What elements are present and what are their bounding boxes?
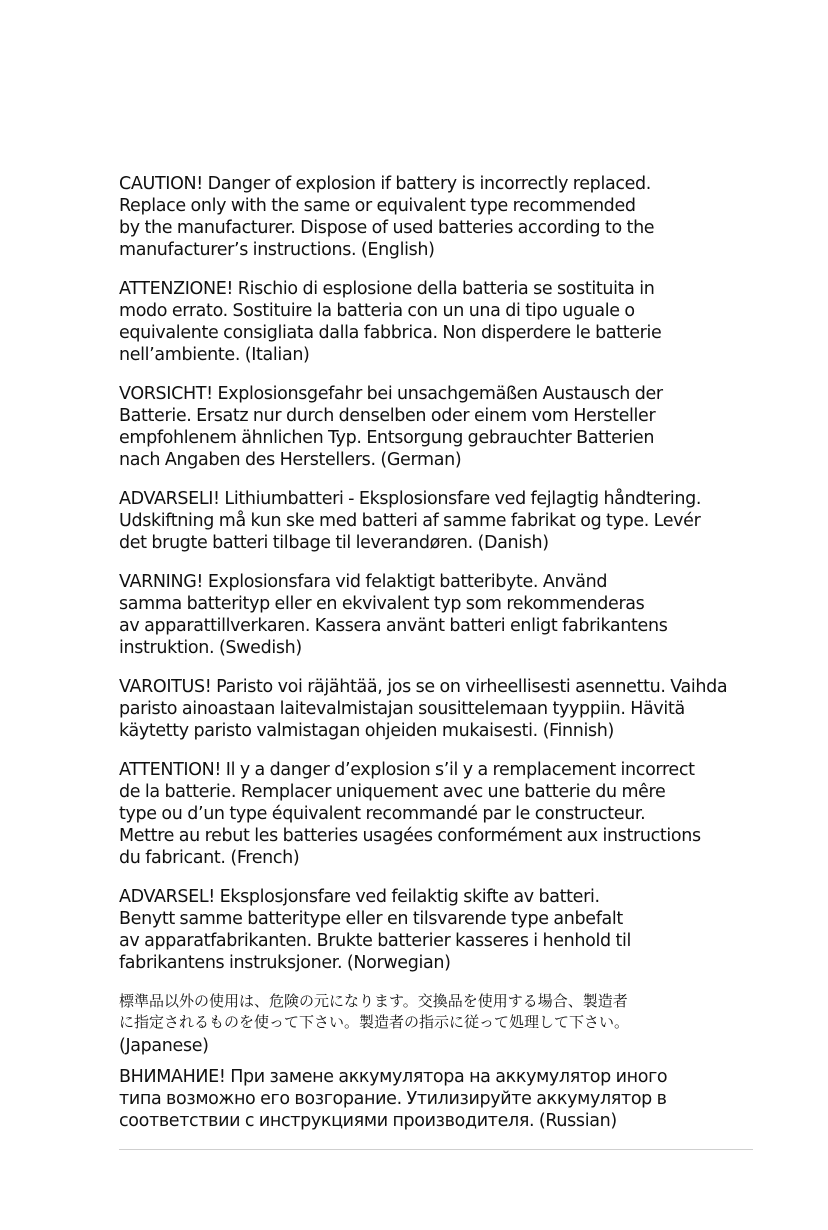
- text-line: equivalente consigliata dalla fabbrica. Non disperdere le batterie: [119, 323, 662, 343]
- text-line: VARNING! Explosionsfara vid felaktigt batteribyte. Använd: [119, 572, 608, 592]
- text-line: av apparatfabrikanten. Brukte batterier kasseres i henhold til: [119, 931, 632, 951]
- text-line: соответствии с инструкциями производителя. (Russian): [119, 1111, 617, 1131]
- text-line: Udskiftning må kun ske med batteri af samme fabrikat og type. Levér: [119, 511, 701, 531]
- text-line: Benytt samme batteritype eller en tilsvarende type anbefalt: [119, 909, 623, 929]
- text-line: ATTENZIONE! Rischio di esplosione della batteria se sostituita in: [119, 279, 655, 299]
- text-line: by the manufacturer. Dispose of used batteries according to the: [119, 218, 655, 238]
- text-line: ADVARSEL! Eksplosjonsfare ved feilaktig skifte av batteri.: [119, 887, 600, 907]
- text-line: ADVARSELI! Lithiumbatteri - Eksplosionsfare ved fejlagtig håndtering.: [119, 489, 702, 509]
- text-line: Replace only with the same or equivalent type recommended: [119, 196, 636, 216]
- text-line: Mettre au rebut les batteries usagées conformément aux instructions: [119, 826, 701, 846]
- text-line: käytetty paristo valmistagan ohjeiden mukaisesti. (Finnish): [119, 721, 614, 741]
- caution-danish: [119, 488, 759, 554]
- text-line: nach Angaben des Herstellers. (German): [119, 450, 462, 470]
- text-line: Batterie. Ersatz nur durch denselben oder einem vom Hersteller: [119, 406, 656, 426]
- text-line: fabrikantens instruksjoner. (Norwegian): [119, 953, 451, 973]
- text-line: 標準品以外の使用は、危険の元になります。交換品を使用する場合、製造者: [119, 992, 628, 1010]
- text-line: instruktion. (Swedish): [119, 638, 302, 658]
- footer-divider: [119, 1149, 753, 1150]
- caution-french: [119, 759, 759, 869]
- caution-english: [119, 173, 759, 261]
- text-line: (Japanese): [119, 1036, 209, 1056]
- caution-japanese: [119, 991, 759, 1057]
- caution-russian: [119, 1066, 759, 1132]
- caution-italian: [119, 278, 759, 366]
- text-line: samma batterityp eller en ekvivalent typ som rekommenderas: [119, 594, 645, 614]
- text-line: det brugte batteri tilbage til leverandøren. (Danish): [119, 533, 549, 553]
- text-line: CAUTION! Danger of explosion if battery is incorrectly replaced.: [119, 174, 651, 194]
- text-line: ВНИМАНИЕ! При замене аккумулятора на аккумулятор иного: [119, 1067, 668, 1087]
- text-line: ATTENTION! Il y a danger d’explosion s’il y a remplacement incorrect: [119, 760, 695, 780]
- text-line: de la batterie. Remplacer uniquement avec une batterie du mêre: [119, 782, 666, 802]
- text-line: av apparattillverkaren. Kassera använt batteri enligt fabrikantens: [119, 616, 668, 636]
- battery-caution-notice: [119, 173, 759, 1149]
- text-line: type ou d’un type équivalent recommandé par le constructeur.: [119, 804, 646, 824]
- text-line: VAROITUS! Paristo voi räjähtää, jos se on virheellisesti asennettu. Vaihda: [119, 677, 728, 697]
- text-line: manufacturer’s instructions. (English): [119, 240, 435, 260]
- text-line: に指定されるものを使って下さい。製造者の指示に従って処理して下さい。: [119, 1013, 630, 1031]
- caution-norwegian: [119, 886, 759, 974]
- text-line: empfohlenem ähnlichen Typ. Entsorgung gebrauchter Batterien: [119, 428, 655, 448]
- text-line: modo errato. Sostituire la batteria con un una di tipo uguale o: [119, 301, 635, 321]
- text-line: nell’ambiente. (Italian): [119, 345, 310, 365]
- text-line: VORSICHT! Explosionsgefahr bei unsachgemäßen Austausch der: [119, 384, 663, 404]
- caution-german: [119, 383, 759, 471]
- caution-finnish: [119, 676, 759, 742]
- caution-swedish: [119, 571, 759, 659]
- text-line: du fabricant. (French): [119, 848, 300, 868]
- text-line: paristo ainoastaan laitevalmistajan sousittelemaan tyyppiin. Hävitä: [119, 699, 685, 719]
- text-line: типа возможно его возгорание. Утилизируйте аккумулятор в: [119, 1089, 667, 1109]
